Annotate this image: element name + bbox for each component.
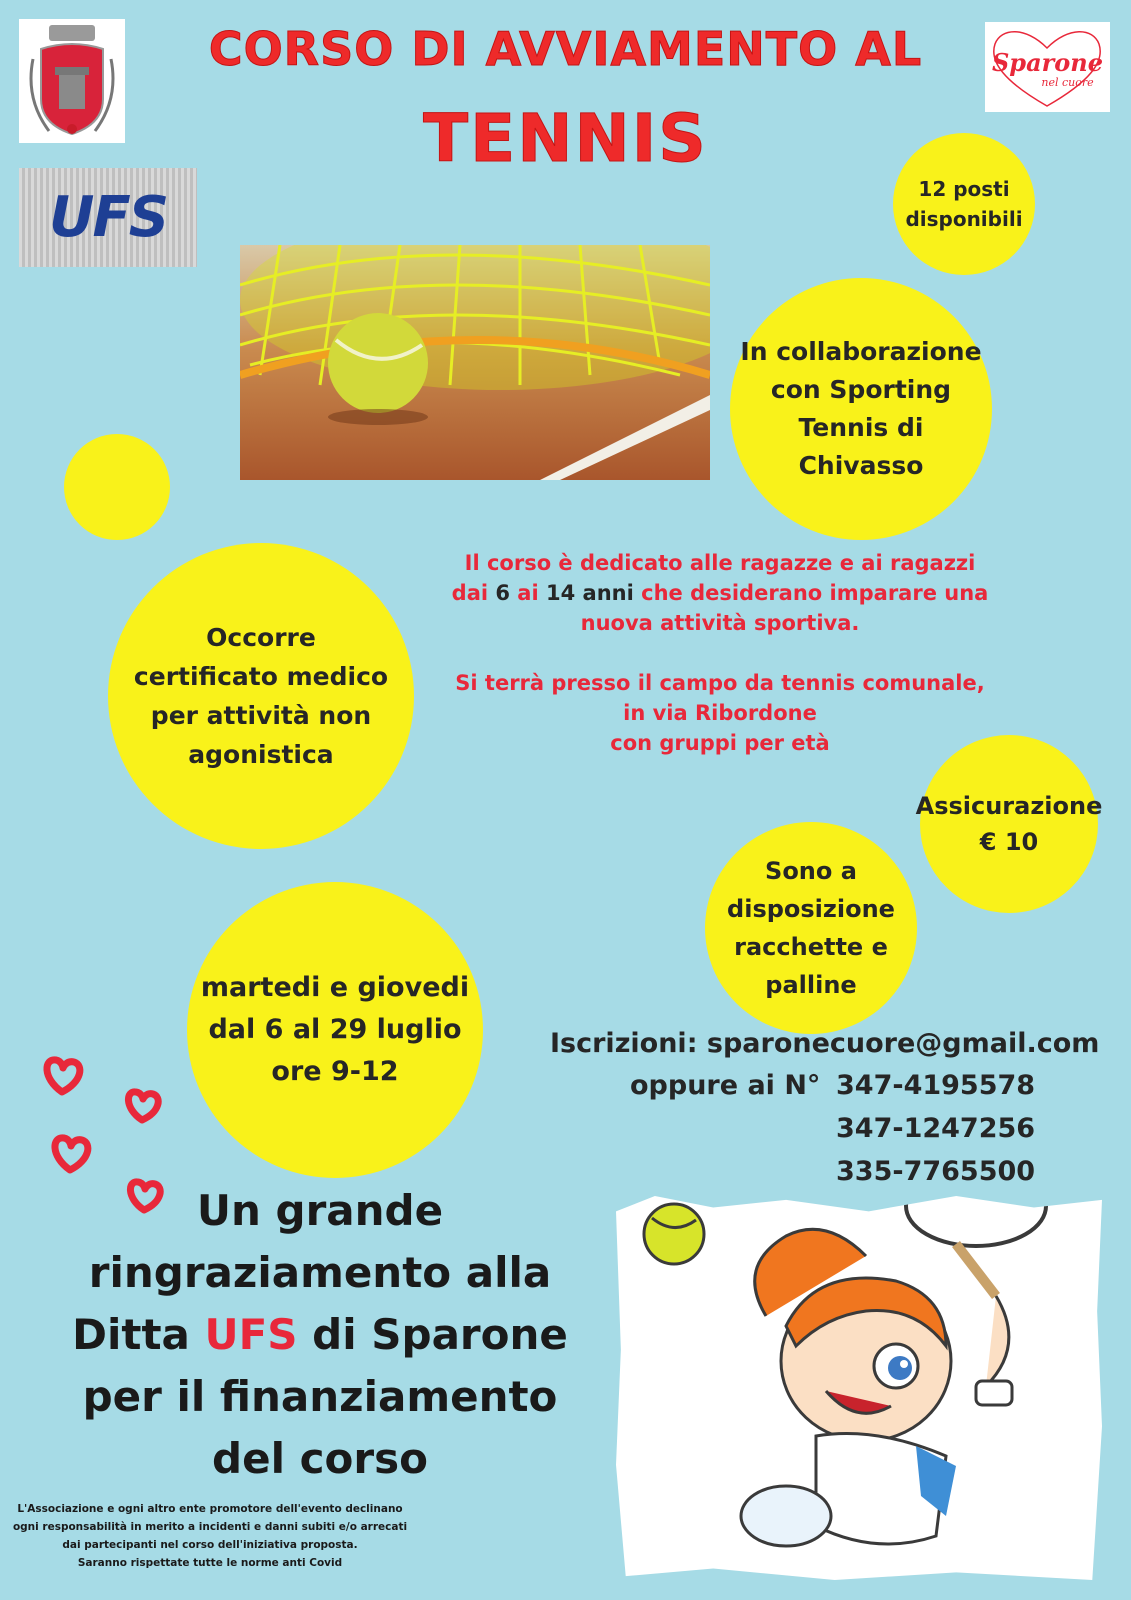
posti-badge <box>893 133 1035 275</box>
age-max: 14 anni <box>546 581 634 605</box>
phone-prefix: oppure ai N° <box>630 1070 821 1101</box>
age-min: 6 <box>495 581 510 605</box>
tennis-racket-photo <box>240 245 710 480</box>
assicurazione-badge <box>915 735 1103 913</box>
phone-number-1: 347-4195578 <box>836 1070 1036 1101</box>
collaborazione-badge <box>730 278 992 540</box>
certificato-line3: per attività non <box>150 701 372 730</box>
assicurazione-line2: € 10 <box>979 828 1039 856</box>
orari-line1: martedi e giovedi <box>200 972 470 1003</box>
thanks-text: di Sparone <box>297 1310 568 1359</box>
thanks-message <box>40 1180 600 1490</box>
racchette-line2: disposizione <box>727 895 895 923</box>
posti-line1: 12 posti <box>918 177 1010 201</box>
orari-line2: dal 6 al 29 luglio <box>208 1014 462 1045</box>
racchette-line3: racchette e <box>734 933 888 961</box>
disclaimer-line3: dai partecipanti nel corso dell'iniziativa proposta. <box>62 1539 358 1551</box>
ufs-logo <box>19 168 197 267</box>
collab-line2: con Sporting <box>770 375 952 404</box>
racchette-badge <box>705 822 917 1034</box>
description-text: che desiderano imparare una <box>633 581 989 605</box>
disclaimer <box>0 1500 420 1572</box>
assicurazione-line1: Assicurazione <box>915 792 1103 820</box>
phone-number-3: 335-7765500 <box>836 1156 1036 1187</box>
certificato-line4: agonistica <box>188 740 334 769</box>
thanks-line5: del corso <box>212 1434 428 1483</box>
description-spacer <box>400 638 1040 668</box>
orari-line3: ore 9-12 <box>271 1056 399 1087</box>
page-title-line1: CORSO DI AVVIAMENTO AL <box>208 22 923 76</box>
ufs-logo-text: UFS <box>48 185 168 250</box>
thanks-line4: per il finanziamento <box>82 1372 558 1421</box>
description-p2-line2: in via Ribordone <box>623 701 817 725</box>
disclaimer-line4: Saranno rispettate tutte le norme anti Covid <box>77 1557 343 1569</box>
thanks-line2: ringraziamento alla <box>88 1248 552 1297</box>
email-line: Iscrizioni: sparonecuore@gmail.com <box>550 1028 1100 1059</box>
collab-line4: Chivasso <box>798 451 924 480</box>
description-p2-line1: Si terrà presso il campo da tennis comunale, <box>455 671 985 695</box>
posti-line2: disponibili <box>905 207 1023 231</box>
thanks-line3 <box>40 1304 600 1366</box>
thanks-text: Ditta <box>72 1310 205 1359</box>
certificato-line2: certificato medico <box>133 662 389 691</box>
description-p1-line1: Il corso è dedicato alle ragazze e ai ragazzi <box>464 551 976 575</box>
description-text: dai <box>451 581 496 605</box>
certificato-badge <box>108 543 414 849</box>
disclaimer-line2: ogni responsabilità in merito a incidenti e danni subiti e/o arrecati <box>12 1521 408 1533</box>
description-text: ai <box>510 581 546 605</box>
description-p2-line3: con gruppi per età <box>610 731 830 755</box>
sparone-logo-sub: nel cuore <box>1041 76 1094 89</box>
racchette-line4: palline <box>765 971 857 999</box>
description-p1-line3: nuova attività sportiva. <box>580 611 860 635</box>
racchette-line1: Sono a <box>765 857 857 885</box>
page-title-line2: TENNIS <box>423 100 708 177</box>
description-p1-line2 <box>400 578 1040 608</box>
disclaimer-line1: L'Associazione e ogni altro ente promotore dell'evento declinano <box>17 1503 403 1515</box>
thanks-line1: Un grande <box>196 1186 444 1235</box>
phone-number-2: 347-1247256 <box>836 1113 1036 1144</box>
tennis-girl-illustration <box>616 1196 1102 1580</box>
certificato-line1: Occorre <box>206 623 316 652</box>
orari-badge <box>187 882 483 1178</box>
decorative-circle <box>64 434 170 540</box>
collab-line3: Tennis di <box>798 413 924 442</box>
collab-line1: In collaborazione <box>740 337 982 366</box>
course-description <box>400 548 1040 758</box>
ufs-highlight: UFS <box>204 1310 298 1359</box>
sparone-logo-main: Sparone <box>991 48 1104 77</box>
